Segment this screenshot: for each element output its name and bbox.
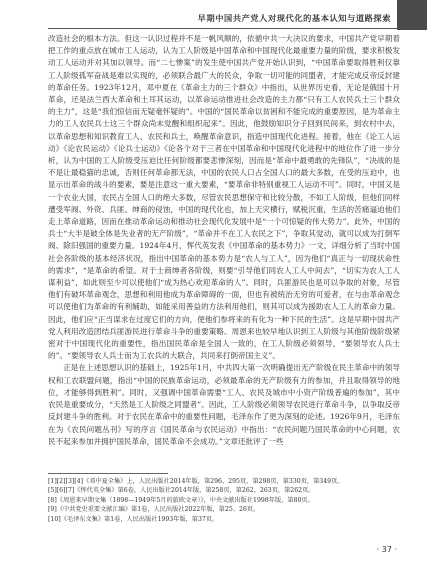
main-body-text [48,33,400,448]
footnotes-section [48,477,400,524]
running-header-title: 早期中国共产党人对现代化的基本认知与道路探索 [197,13,391,23]
body-paragraph-1: 改造社会的根本方法。但这一认识过程并不是一帆风顺的，依循中共一大决议的要求，中国共产党早期着把工作的重点放在城市工人运动，认为工人阶级是中国革命和中国现代化最重要力量的阶级，要求积极发动工人运动并对其加以领导。而“二七惨案”的发生使中国共产党开始认识到，“中国革命要取得胜利仅靠工人阶级孤军奋战是难以实现的，必须联合最广大的民众，争取一切可能的同盟者，才能完成反帝反封建的革命任务。1923年12月，邓中夏在《革命主力的三个群众》中指出，从世界历史看，无论是俄国十月革命，还是法兰西大革命和土耳其运动，以革命运动推进社会改造的主力都“只有工人农民兵士三个群众的主力”，这是“我们惊信而无疑毫怀疑的”。中国的“国民革命以贫困和不能完成的重要原因，是为革命主力的工人农民兵士这三个群众尚未觉醒和组织起来”。因此，他鼓励知识分子回到民间来，到农村中去，以革命思想和知识教育工人、农民和兵士，唤醒革命意识，指造中国现代化进程。接着，他在《论工人运动》《论农民运动》《论兵士运动》《论各个对于三者在中国革命和中国现代化进程中的地位作了进一步分析，认为中国的工人阶级受压迫比任何阶级都要悲惨深刻，因而是“革命中最勇敢的先锋队”，“决战的是不是让最稳猫的忠诚，否则任何革命都无法，中国的农民人口占全国人口的最大多数，在受的压迫中，也显示出革命的战斗的要素，要是注意这一重大要素，“要革命非特别重视工人运动不可”。同时，中国又是一个农业大国，农民占全国人口的绝大多数，尽管农民思想保守和比较分散，不如工人阶级，但他们同样遭受军阀、外资、兵匪、绅商的侵蚀，中国的现代化也，加上天灾横行，赋税沉重，生活的苦痛逼迫他们走上革命道路，因而在推动革命运动和推动社会现代化发展中是“一个可惊疑的伟大势力”。此外，中国的兵士“大半是破全体是失业者的无产阶级”，“革命并不在工人农民之下”，争取其觉动，就可以成为打倒军阀、除旧强国的重要力量。1924年4月，恽代英发表《中国革命的基本势力》一文，详细分析了当时中国社会各阶级的基本经济状况，指出中国革命的基本势力是“农人与工人”，因为他们“真正与一切现状命性的需求”，“是革命的希望。对于士商绅者各阶级，则要“引导他们同农人工人中间去”，“切实为农人工人谋利益”，如此则至少可以使他们“成为热心欢迎革命的人”。同时，兵匪游民也是可以争取的对象，尽管他们有破坏革命观念，思想和利用他成为革命障碍的一面，但也有被统治无穷的可爱者，在与由革命观念可以使他们为革命的有利辅助，如能采用善益的方法利用他们，则其可以成为援助农人工人的革命力量。因此，他们应“正当谋求在过度它们的方向，使他们参将来的有化为一种下民的生活”。这是早期中国共产党人利用改造团结兵匪游民进行革命斗争的重要策略。周恩来也较早地认识到工人阶级与其他阶级阶级紧密对于中国现代化的重要性，指出国民革命是全国人一致的，在工人阶级必须领导，“要领导农人兵士的”。“要领导农人兵士而为工农兵的大联合，共同来打倒帝国主义”。 [48,34,400,361]
footnote-divider [48,473,168,474]
footnote-entry: [5][6][7]《恽代英全集》第6卷，人民出版社2014年版，第258页，第262、263页，第262页。 [48,487,315,495]
footnote-entry: [10]《毛泽东文集》第1卷，人民出版社1993年版，第37页。 [48,515,219,523]
footnote-entry: [1][2][3][4]《邓中夏全集》上，人民出版社2014年版，第296、295页，第298页，第330页，第349页。 [48,478,344,485]
footnote-entry: [8]《周恩来早期文集（1898—1949年5月的旅欧文章）》，中央文献出版社1998年版，第80页。 [48,496,314,504]
body-paragraph-2: 正是在上述思想认识的基础上，1925年1月，中共四大第一次明确提出无产阶级在民主革命中的领导权和工农联盟问题，指出“中国的民族革命运动，必须最革命的无产阶级有力的参加，并且取得领导的地位，才能够得到胜利”。同时，又强调中国革命需要“工人、农民及城市中小资产阶级普遍的参加”，其中农民是重要成分，“天然是工人阶级之同盟者”。因此，工人阶级必须领导农民进行革命斗争，以争取反帝反封建斗争的胜利。对于农民在革命中的重要性问题，毛泽东作了更为深刻的论述。1926年9月，毛泽东在为《农民问题丛刊》写的序言《国民革命与农民运动》中指出：“农民问题乃国民革命的中心问题，农民不起来参加并拥护国民革命，国民革命不会成功。”文章还批评了一些 [48,363,400,446]
page-number: · 37 · [376,545,397,554]
corner-tab-decoration [397,0,427,30]
header-divider [48,28,400,29]
footnote-entry: [9]《中共党史重要文献汇编》第1卷，人民出版社2022年版，第25、26页。 [48,506,260,514]
